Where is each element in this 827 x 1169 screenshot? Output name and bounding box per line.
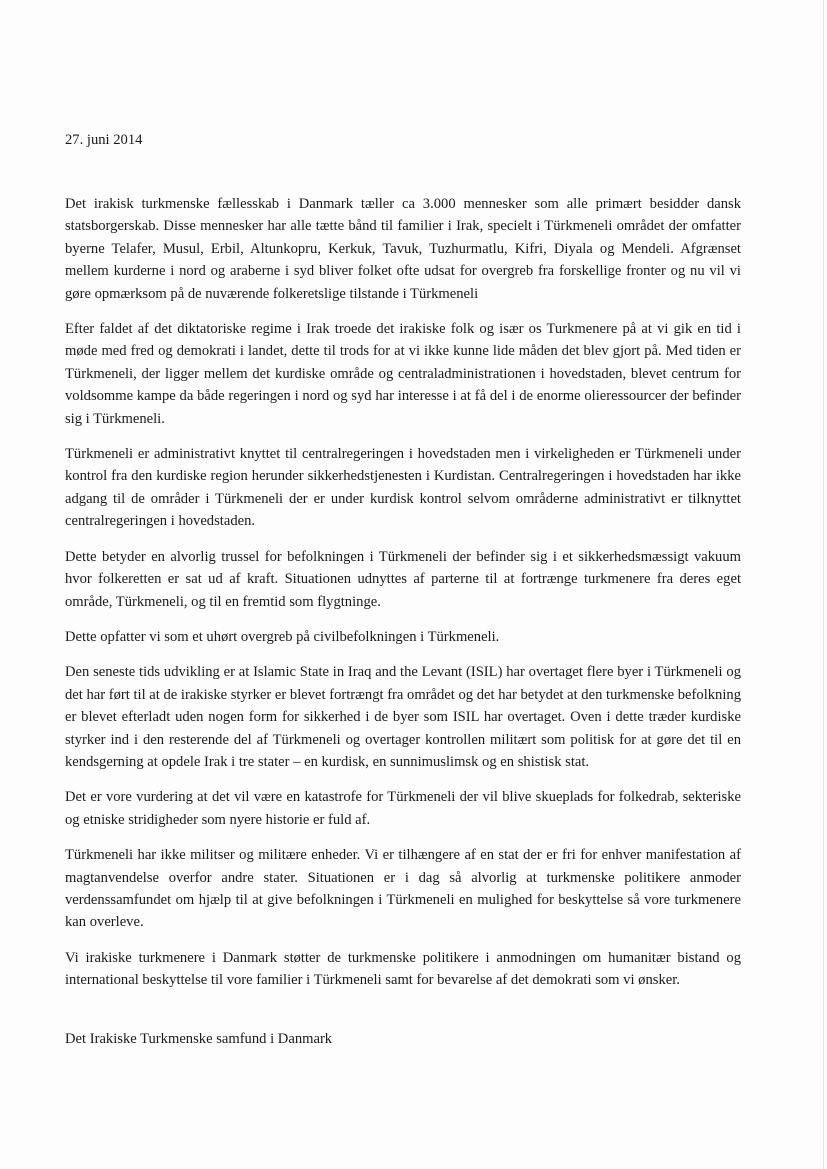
paragraph-2: Efter faldet af det diktatoriske regime i Irak troede det irakiske folk og især os Turkmenere på at vi gik en tid i møde med fred og demokrati i landet, dette til trods for at vi ikke kunne lide måden det blev gjort på. Med tiden er Türkmeneli, der ligger mellem det kurdiske område og centraladministrationen i hovedstaden, blevet centrum for voldsomme kampe da både regeringen i nord og syd har interesse i at få del i de enorme olieressourcer der befinder sig i Türkmeneli.: [65, 321, 741, 427]
paragraph-6: Den seneste tids udvikling er at Islamic State in Iraq and the Levant (ISIL) har overtaget flere byer i Türkmeneli og det har ført til at de irakiske styrker er blevet fortrængt fra området og det har betydet at den turkmenske befolkning er blevet efterladt uden nogen form for sikkerhed i de byer som ISIL har overtaget. Oven i dette træder kurdiske styrker ind i den resterende del af Türkmeneli og overtager kontrollen militært som politisk for at gøre det til en kendsgerning at opdele Irak i tre stater – en kurdisk, en sunnimuslimsk og en shistisk stat.: [65, 664, 741, 770]
letter-signature: Det Irakiske Turkmenske samfund i Danmark: [65, 1031, 333, 1047]
letter-date: 27. juni 2014: [65, 132, 143, 148]
paragraph-8: Türkmeneli har ikke militser og militære enheder. Vi er tilhængere af en stat der er fri for enhver manifestation af magtanvendelse overfor andre stater. Situationen er i dag så alvorlig at turkmenske politikere anmoder verdenssamfundet om hjælp til at give befolkningen i Türkmeneli en mulighed for beskyttelse så vore turkmenere kan overleve.: [65, 847, 741, 931]
scan-edge-line: [823, 0, 824, 1169]
paragraph-3: Türkmeneli er administrativt knyttet til centralregeringen i hovedstaden men i virkeligheden er Türkmeneli under kontrol fra den kurdiske region herunder sikkerhedstjenesten i Kurdistan. Centralregeringen i hovedstaden har ikke adgang til de områder i Türkmeneli der er under kurdisk kontrol selvom områderne administrativt er tilknyttet centralregeringen i hovedstaden.: [65, 446, 741, 530]
paragraph-9: Vi irakiske turkmenere i Danmark støtter de turkmenske politikere i anmodningen om humanitær bistand og international beskyttelse til vore familier i Türkmeneli samt for bevarelse af det demokrati som vi ønsker.: [65, 949, 741, 989]
paragraph-1: Det irakisk turkmenske fællesskab i Danmark tæller ca 3.000 mennesker som alle primært besidder dansk statsborgerskab. Disse mennesker har alle tætte bånd til familier i Irak, specielt i Türkmeneli området der omfatter byerne Telafer, Musul, Erbil, Altunkopru, Kerkuk, Tavuk, Tuzhurmatlu, Kifri, Diyala og Mendeli. Afgrænset mellem kurderne i nord og araberne i syd bliver folket ofte udsat for overgreb fra forskellige fronter og nu vil vi gøre opmærksom på de nuværende folkeretslige tilstande i Türkmeneli: [65, 196, 741, 302]
paragraph-4: Dette betyder en alvorlig trussel for befolkningen i Türkmeneli der befinder sig i et sikkerhedsmæssigt vakuum hvor folkeretten er sat ud af kraft. Situationen udnyttes af parterne til at fortrænge turkmenere fra deres eget område, Türkmeneli, og til en fremtid som flygtninge.: [65, 548, 741, 610]
letter-body: [65, 193, 741, 1005]
paragraph-7: Det er vore vurdering at det vil være en katastrofe for Türkmeneli der vil blive skueplads for folkedrab, sekteriske og etniske stridigheder som nyere historie er fuld af.: [65, 789, 741, 828]
paragraph-5: Dette opfatter vi som et uhørt overgreb på civilbefolkningen i Türkmeneli.: [65, 628, 500, 645]
